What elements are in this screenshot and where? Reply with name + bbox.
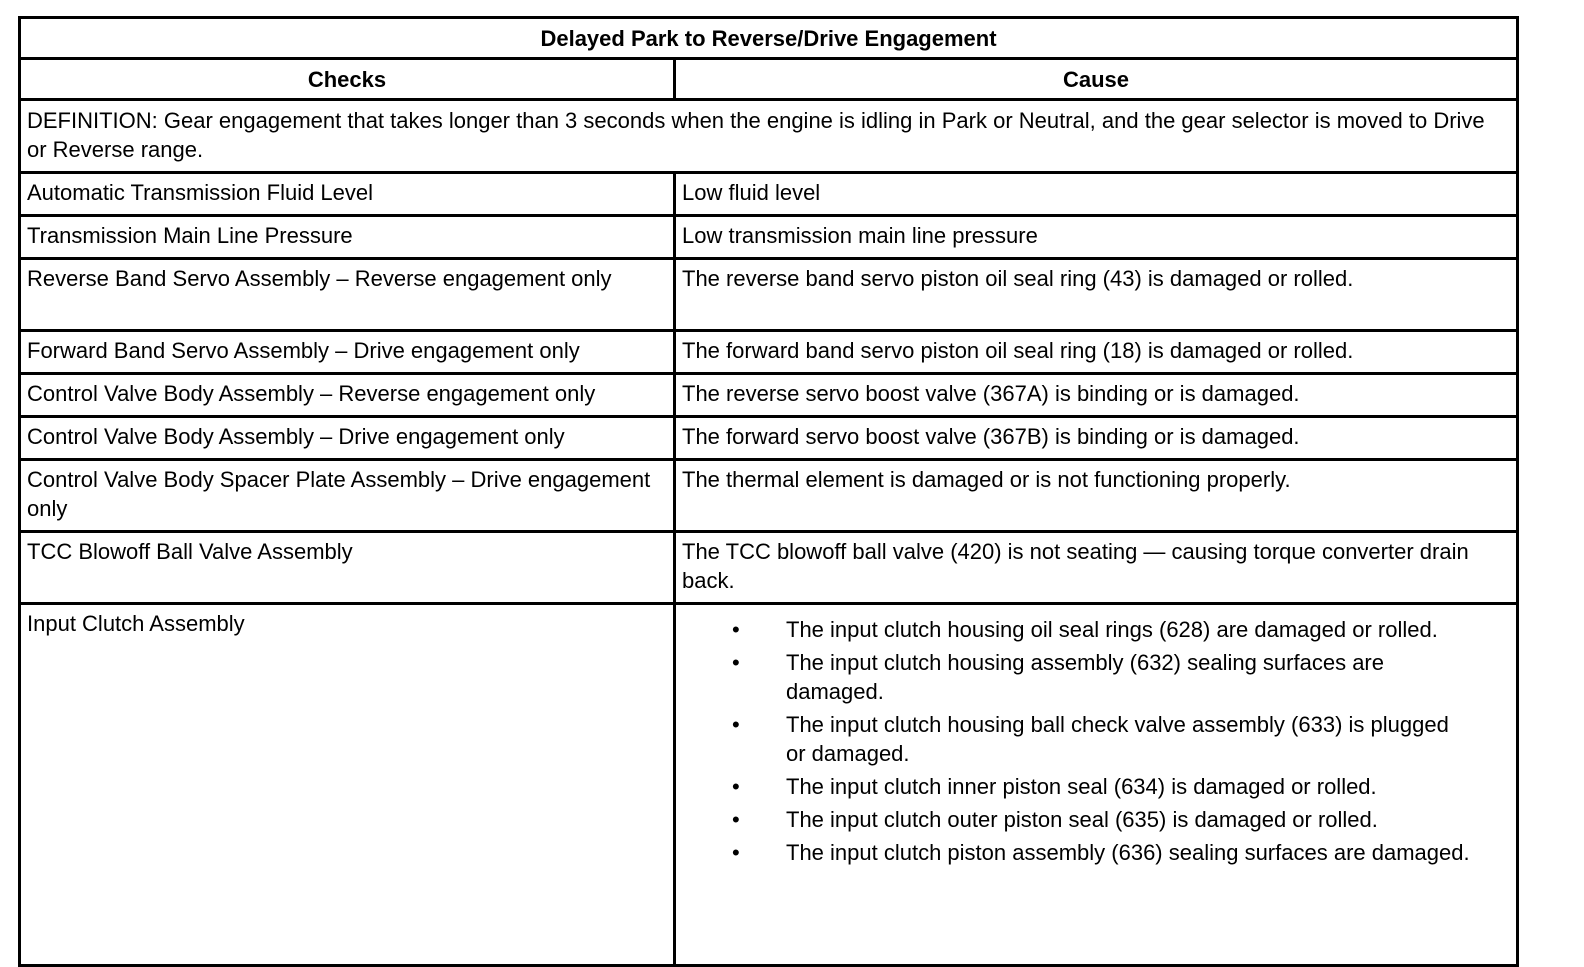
table-title-row — [20, 18, 1518, 59]
bullet-icon: • — [732, 840, 740, 865]
check-cell: TCC Blowoff Ball Valve Assembly — [20, 532, 675, 604]
check-cell: Control Valve Body Assembly – Drive engagement only — [20, 417, 675, 460]
table-row — [20, 216, 1518, 259]
diagnostic-table-container — [18, 16, 1516, 967]
table-row — [20, 173, 1518, 216]
table-title: Delayed Park to Reverse/Drive Engagement — [20, 18, 1518, 59]
list-item — [682, 615, 1510, 644]
cause-cell: Low fluid level — [675, 173, 1518, 216]
list-item — [682, 772, 1510, 801]
table-row — [20, 331, 1518, 374]
list-item-text: The input clutch outer piston seal (635) is damaged or rolled. — [786, 807, 1378, 832]
check-cell: Input Clutch Assembly — [20, 604, 675, 966]
cause-cell: The thermal element is damaged or is not functioning properly. — [675, 460, 1518, 532]
bullet-icon: • — [732, 712, 740, 737]
list-item — [682, 805, 1510, 834]
cause-cell — [675, 604, 1518, 966]
bullet-icon: • — [732, 807, 740, 832]
bullet-icon: • — [732, 650, 740, 675]
check-cell: Control Valve Body Spacer Plate Assembly – Drive engagement only — [20, 460, 675, 532]
list-item — [682, 838, 1510, 867]
cause-cell: The forward band servo piston oil seal ring (18) is damaged or rolled. — [675, 331, 1518, 374]
cause-cell: The forward servo boost valve (367B) is binding or is damaged. — [675, 417, 1518, 460]
table-header-row — [20, 59, 1518, 100]
list-item — [682, 648, 1510, 706]
table-row — [20, 417, 1518, 460]
table-row — [20, 532, 1518, 604]
list-item — [682, 710, 1510, 768]
definition-row — [20, 100, 1518, 173]
cause-cell: The reverse servo boost valve (367A) is binding or is damaged. — [675, 374, 1518, 417]
cause-column-header: Cause — [675, 59, 1518, 100]
list-item-text: The input clutch inner piston seal (634) is damaged or rolled. — [786, 774, 1377, 799]
list-item-text: The input clutch housing oil seal rings (628) are damaged or rolled. — [786, 617, 1438, 642]
list-item-text: The input clutch housing assembly (632) sealing surfaces are damaged. — [786, 650, 1384, 704]
check-cell: Transmission Main Line Pressure — [20, 216, 675, 259]
definition-text: DEFINITION: Gear engagement that takes longer than 3 seconds when the engine is idling in Park or Neutral, and the gear selector is moved to Drive or Reverse range. — [20, 100, 1518, 173]
cause-cell: Low transmission main line pressure — [675, 216, 1518, 259]
cause-cell: The reverse band servo piston oil seal ring (43) is damaged or rolled. — [675, 259, 1518, 331]
diagnostic-table — [18, 16, 1519, 967]
cause-cell: The TCC blowoff ball valve (420) is not seating — causing torque converter drain back. — [675, 532, 1518, 604]
table-row — [20, 259, 1518, 331]
list-item-text: The input clutch housing ball check valve assembly (633) is plugged or damaged. — [786, 712, 1449, 766]
check-cell: Control Valve Body Assembly – Reverse engagement only — [20, 374, 675, 417]
table-row — [20, 460, 1518, 532]
bullet-icon: • — [732, 617, 740, 642]
check-cell: Forward Band Servo Assembly – Drive engagement only — [20, 331, 675, 374]
list-item-text: The input clutch piston assembly (636) sealing surfaces are damaged. — [786, 840, 1470, 865]
cause-bullet-list — [682, 615, 1510, 867]
check-cell: Automatic Transmission Fluid Level — [20, 173, 675, 216]
checks-column-header: Checks — [20, 59, 675, 100]
bullet-icon: • — [732, 774, 740, 799]
table-row — [20, 374, 1518, 417]
table-row — [20, 604, 1518, 966]
check-cell: Reverse Band Servo Assembly – Reverse engagement only — [20, 259, 675, 331]
